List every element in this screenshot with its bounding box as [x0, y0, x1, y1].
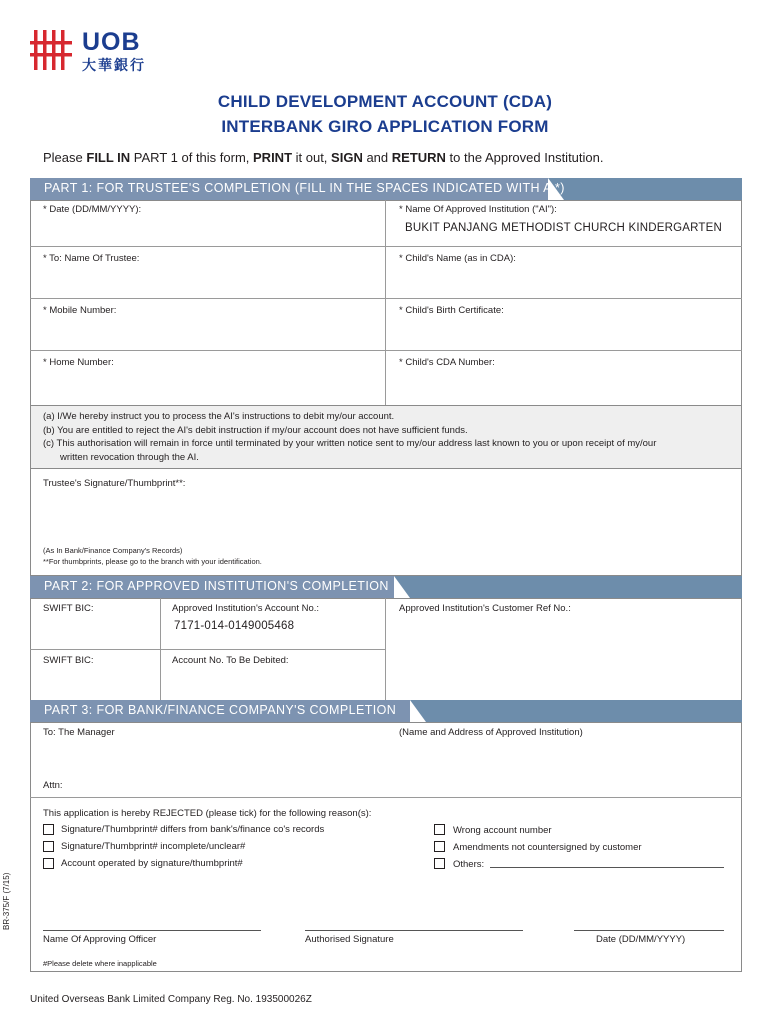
form-title-line2: INTERBANK GIRO APPLICATION FORM	[221, 117, 549, 136]
ai-name-value[interactable]: BUKIT PANJANG METHODIST CHURCH KINDERGARTEN	[405, 222, 723, 234]
date-label: Date (DD/MM/YYYY)	[596, 934, 686, 945]
instruction-a: (a) I/We hereby instruct you to process the AI's instructions to debit my/our account.	[43, 411, 395, 422]
intro-text: Please FILL IN PART 1 of this form, PRINT it out, SIGN and RETURN to the Approved Institution.	[43, 150, 604, 165]
instruction-b: (b) You are entitled to reject the AI's debit instruction if my/our account does not have sufficient funds.	[43, 424, 468, 436]
reason-checkbox-account-operated[interactable]	[43, 858, 54, 869]
date-signed-line[interactable]	[574, 930, 724, 931]
attn-field[interactable]: Attn:	[43, 780, 63, 791]
home-number-field[interactable]: * Home Number:	[43, 357, 114, 368]
reason-label: Account operated by signature/thumbprint#	[61, 858, 243, 869]
ai-account-value[interactable]: 7171-014-0149005468	[174, 620, 295, 632]
account-to-debit-field[interactable]: Account No. To Be Debited:	[172, 655, 289, 666]
part1-divider	[385, 200, 386, 406]
brand-name: UOB	[82, 28, 141, 56]
reason-label: Signature/Thumbprint# differs from bank's/finance co's records	[61, 824, 325, 835]
part1-row-line	[30, 350, 742, 351]
rejected-label: This application is hereby REJECTED (please tick) for the following reason(s):	[43, 808, 372, 819]
swift-bic-field-2[interactable]: SWIFT BIC:	[43, 655, 94, 666]
to-manager-label: To: The Manager	[43, 727, 115, 738]
swift-bic-field-1[interactable]: SWIFT BIC:	[43, 603, 94, 614]
part2-row-line	[30, 649, 386, 650]
reason-label: Wrong account number	[453, 825, 552, 836]
customer-ref-field[interactable]: Approved Institution's Customer Ref No.:	[399, 603, 571, 614]
reason-checkbox-amendments[interactable]	[434, 841, 445, 852]
cda-number-field[interactable]: * Child's CDA Number:	[399, 357, 495, 368]
form-code: BR-375/F (7/15)	[2, 872, 11, 930]
part1-row-line	[30, 246, 742, 247]
ai-name-address-label: (Name and Address of Approved Institution)	[399, 727, 583, 738]
ai-account-label: Approved Institution's Account No.:	[172, 603, 320, 614]
trustee-name-field[interactable]: * To: Name Of Trustee:	[43, 253, 140, 264]
part1-header: PART 1: FOR TRUSTEE'S COMPLETION (FILL IN THE SPACES INDICATED WITH A *)	[30, 178, 548, 200]
records-note: (As In Bank/Finance Company's Records)	[43, 546, 183, 555]
ai-name-field-label: * Name Of Approved Institution ("AI"):	[399, 204, 557, 215]
reason-checkbox-wrong-account[interactable]	[434, 824, 445, 835]
part3-header: PART 3: FOR BANK/FINANCE COMPANY'S COMPLETION	[30, 700, 410, 722]
authorised-signature-label: Authorised Signature	[305, 934, 394, 945]
part1-header-bar	[30, 178, 742, 200]
thumbprint-note: **For thumbprints, please go to the branch with your identification.	[43, 557, 262, 566]
uob-logo-mark	[30, 28, 74, 72]
part1-row-line	[30, 298, 742, 299]
brand-chinese-name: 大華銀行	[82, 58, 146, 74]
part3-header-bar	[30, 700, 742, 722]
company-registration: United Overseas Bank Limited Company Reg. No. 193500026Z	[30, 994, 312, 1005]
instruction-c-cont: written revocation through the AI.	[60, 451, 199, 463]
authorised-signature-line[interactable]	[305, 930, 523, 931]
part2-header-bar	[30, 576, 742, 598]
instruction-c: (c) This authorisation will remain in force until terminated by your written notice sent to my/our address last known to you or upon receipt of my/our	[43, 438, 657, 449]
child-name-field[interactable]: * Child's Name (as in CDA):	[399, 253, 516, 264]
date-field[interactable]: * Date (DD/MM/YYYY):	[43, 204, 142, 215]
others-input-line[interactable]	[490, 867, 724, 868]
birth-cert-field[interactable]: * Child's Birth Certificate:	[399, 305, 504, 316]
part2-header: PART 2: FOR APPROVED INSTITUTION'S COMPLETION	[30, 576, 394, 598]
part3-row-line	[30, 797, 742, 798]
mobile-number-field[interactable]: * Mobile Number:	[43, 305, 117, 316]
reason-checkbox-others[interactable]	[434, 858, 445, 869]
reason-checkbox-signature-differs[interactable]	[43, 824, 54, 835]
form-title-line1: CHILD DEVELOPMENT ACCOUNT (CDA)	[217, 92, 553, 111]
approving-officer-label: Name Of Approving Officer	[43, 934, 157, 945]
signature-label: Trustee's Signature/Thumbprint**:	[43, 478, 186, 489]
approving-officer-line[interactable]	[43, 930, 261, 931]
footnote: #Please delete where inapplicable	[43, 959, 157, 968]
reason-checkbox-signature-incomplete[interactable]	[43, 841, 54, 852]
reason-label: Others:	[453, 859, 485, 870]
reason-label: Amendments not countersigned by customer	[453, 842, 642, 853]
reason-label: Signature/Thumbprint# incomplete/unclear#	[61, 841, 246, 852]
